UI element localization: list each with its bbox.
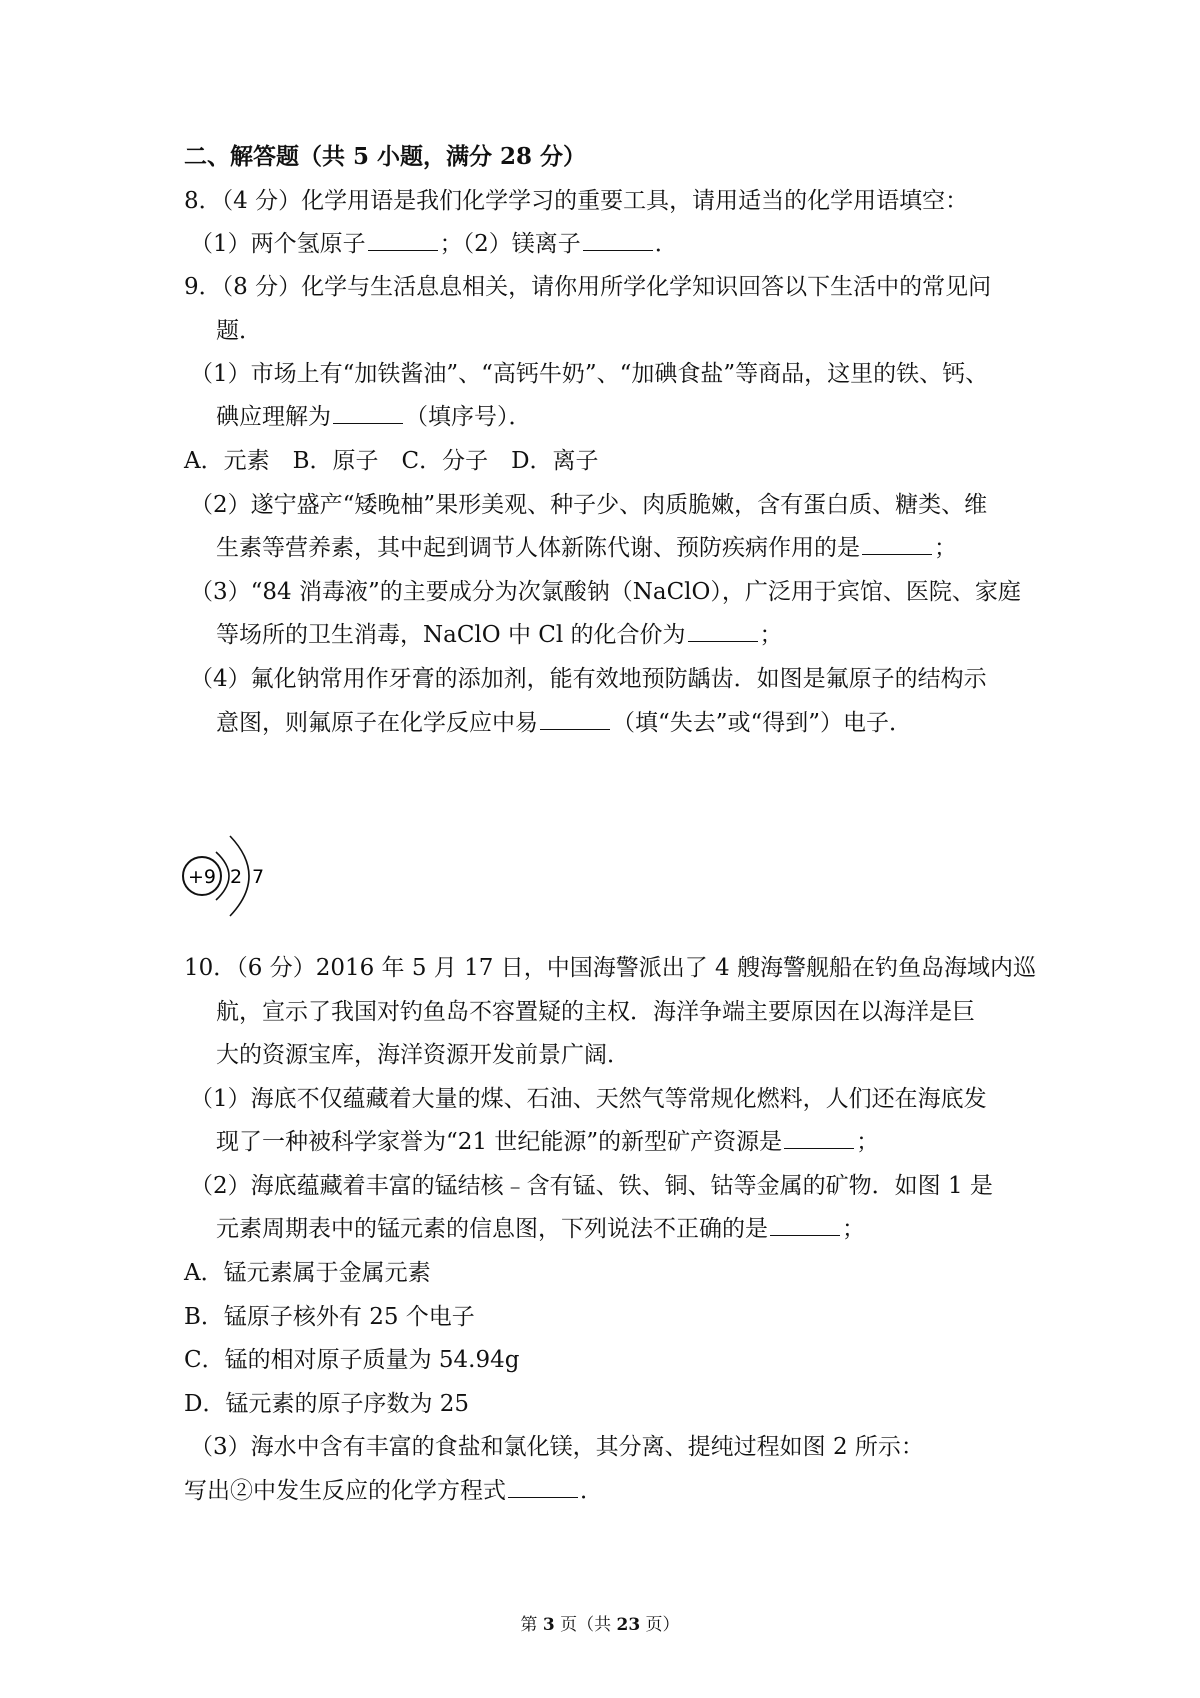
q10-option-c: C．锰的相对原子质量为 54.94g bbox=[184, 1347, 520, 1373]
q10-option-a: A．锰元素属于金属元素 bbox=[184, 1260, 431, 1286]
q9-s1-line1: （1）市场上有“加铁酱油”、“高钙牛奶”、“加碘食盐”等商品，这里的铁、钙、 bbox=[190, 361, 989, 387]
q9-options: A．元素 B．原子 C．分子 D．离子 bbox=[184, 448, 599, 474]
q9-s3-text: 等场所的卫生消毒，NaClO 中 Cl 的化合价为 bbox=[216, 622, 686, 648]
q8-part1 bbox=[190, 229, 678, 259]
answer-blank bbox=[368, 230, 438, 251]
q9-s1-tail: （填序号）． bbox=[405, 404, 532, 430]
footer-post: 页） bbox=[640, 1615, 680, 1635]
section-heading: 二、解答题（共 5 小题，满分 28 分） bbox=[184, 143, 587, 170]
footer-mid: 页（共 bbox=[554, 1615, 617, 1635]
q10-s1-tail: ； bbox=[856, 1129, 880, 1155]
q10-s3-line1: （3）海水中含有丰富的食盐和氯化镁，其分离、提纯过程如图 2 所示： bbox=[190, 1434, 924, 1460]
q9-s2-line2 bbox=[216, 533, 957, 563]
q9-s3-line1: （3）“84 消毒液”的主要成分为次氯酸钠（NaClO），广泛用于宾馆、医院、家庭 bbox=[190, 579, 1021, 605]
q9-s1-line2 bbox=[216, 402, 532, 432]
q9-s4-tail: （填“失去”或“得到”）电子． bbox=[612, 710, 913, 736]
q9-stem-line2: 题． bbox=[216, 318, 262, 344]
answer-blank bbox=[583, 230, 653, 251]
q9-s1-text: 碘应理解为 bbox=[216, 404, 331, 430]
q10-stem-line1: 10．（6 分）2016 年 5 月 17 日，中国海警派出了 4 艘海警舰船在钓鱼岛海域内巡 bbox=[184, 955, 1036, 981]
q8-end: ． bbox=[654, 231, 678, 257]
shell2-electrons: 7 bbox=[251, 866, 265, 888]
q9-stem-line1: 9．（8 分）化学与生活息息相关，请你用所学化学知识回答以下生活中的常见问 bbox=[184, 274, 992, 300]
q10-s1-line1: （1）海底不仅蕴藏着大量的煤、石油、天然气等常规化燃料，人们还在海底发 bbox=[190, 1086, 987, 1112]
q10-s2-line1: （2）海底蕴藏着丰富的锰结核﹣含有锰、铁、铜、钴等金属的矿物．如图 1 是 bbox=[190, 1173, 993, 1199]
q9-s4-text: 意图，则氟原子在化学反应中易 bbox=[216, 710, 538, 736]
footer-total-pages: 23 bbox=[616, 1615, 641, 1635]
q8-part1-text: （1）两个氢原子 bbox=[190, 231, 366, 257]
q9-s3-tail: ； bbox=[759, 622, 783, 648]
q10-s2-tail: ； bbox=[842, 1216, 865, 1242]
answer-blank bbox=[508, 1477, 578, 1498]
nucleus-charge: +9 bbox=[187, 866, 217, 888]
q10-s2-text: 元素周期表中的锰元素的信息图，下列说法不正确的是 bbox=[216, 1216, 768, 1242]
electron-shell-1 bbox=[216, 852, 229, 900]
q10-option-b: B．锰原子核外有 25 个电子 bbox=[184, 1304, 475, 1330]
q9-s4-line1: （4）氟化钠常用作牙膏的添加剂，能有效地预防龋齿．如图是氟原子的结构示 bbox=[190, 666, 987, 692]
answer-blank bbox=[770, 1215, 840, 1236]
answer-blank bbox=[784, 1128, 854, 1149]
q9-s2-tail: ； bbox=[934, 535, 957, 561]
q9-s3-line2 bbox=[216, 620, 783, 650]
q10-s1-text: 现了一种被科学家誉为“21 世纪能源”的新型矿产资源是 bbox=[216, 1129, 783, 1155]
q9-s4-line2 bbox=[216, 708, 912, 738]
answer-blank bbox=[540, 709, 610, 730]
q10-s3-tail: ． bbox=[580, 1478, 603, 1504]
q10-stem-line3: 大的资源宝库，海洋资源开发前景广阔． bbox=[216, 1042, 630, 1068]
footer-pre: 第 bbox=[520, 1615, 543, 1635]
answer-blank bbox=[333, 403, 403, 424]
answer-blank bbox=[688, 621, 758, 642]
q10-s2-line2 bbox=[216, 1214, 865, 1244]
q8-stem: 8．（4 分）化学用语是我们化学学习的重要工具，请用适当的化学用语填空： bbox=[184, 188, 969, 214]
footer-page-number: 3 bbox=[542, 1615, 555, 1635]
answer-blank bbox=[862, 534, 932, 555]
q10-option-d: D．锰元素的原子序数为 25 bbox=[184, 1391, 470, 1417]
q9-s2-text: 生素等营养素，其中起到调节人体新陈代谢、预防疾病作用的是 bbox=[216, 535, 860, 561]
q10-stem-line2: 航，宣示了我国对钓鱼岛不容置疑的主权．海洋争端主要原因在以海洋是巨 bbox=[216, 999, 975, 1025]
page-footer bbox=[0, 1610, 1200, 1635]
q10-s3-text: 写出②中发生反应的化学方程式 bbox=[184, 1478, 506, 1504]
fluorine-atom-diagram bbox=[180, 818, 280, 928]
q10-s3-line2 bbox=[184, 1476, 603, 1506]
shell1-electrons: 2 bbox=[229, 866, 243, 888]
q9-s2-line1: （2）遂宁盛产“矮晚柚”果形美观、种子少、肉质脆嫩，含有蛋白质、糖类、维 bbox=[190, 492, 988, 518]
q10-s1-line2 bbox=[216, 1127, 879, 1157]
q8-part2-text: ；（2）镁离子 bbox=[439, 231, 581, 257]
